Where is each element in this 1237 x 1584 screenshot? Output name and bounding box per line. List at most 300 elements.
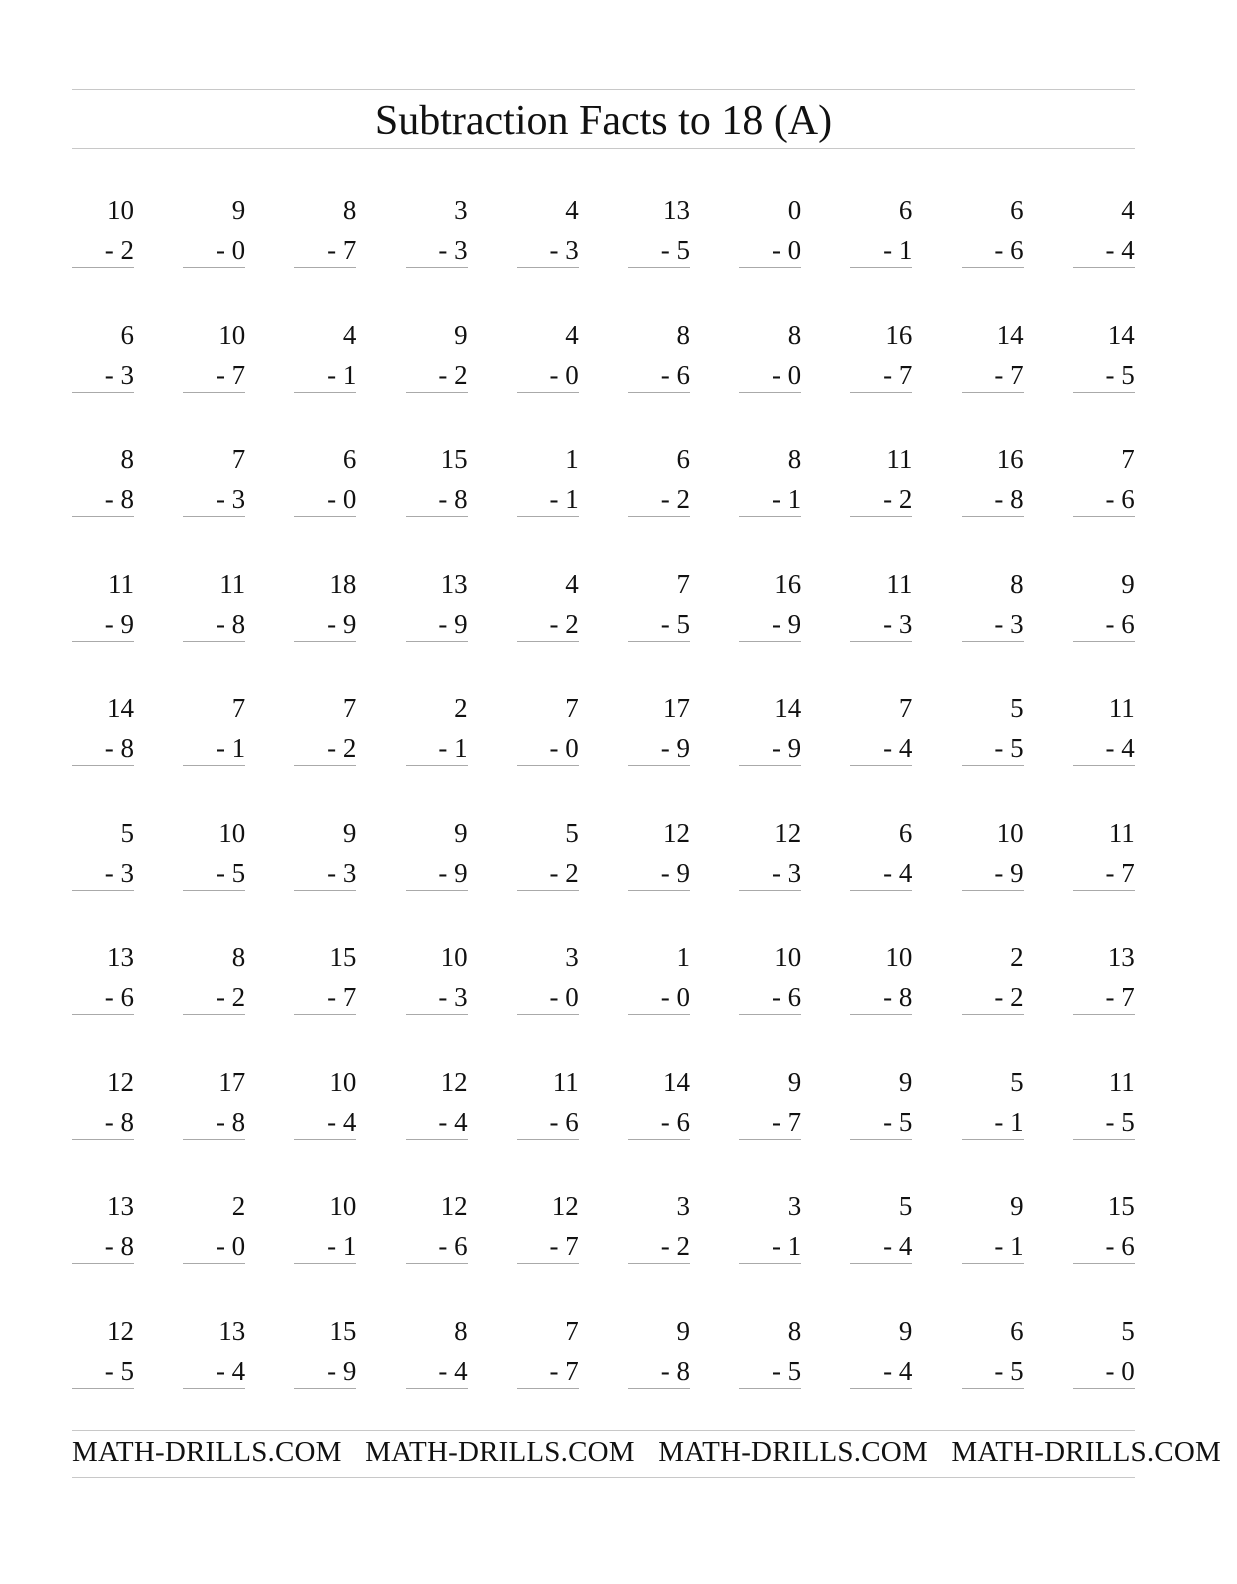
- minuend: 10: [440, 942, 468, 972]
- minuend: 6: [676, 444, 690, 474]
- minuend: 5: [898, 1191, 913, 1221]
- subtrahend: - 0: [771, 359, 802, 390]
- minuend: 13: [440, 568, 468, 599]
- answer-line: [294, 516, 356, 517]
- minuend: 12: [107, 1066, 134, 1097]
- minuend: 0: [787, 195, 802, 225]
- subtrahend: - 6: [1105, 1231, 1135, 1261]
- minuend: 8: [120, 444, 134, 474]
- subtrahend: - 9: [660, 733, 690, 763]
- subtrahend: - 8: [104, 1231, 134, 1261]
- subtrahend: - 2: [994, 982, 1024, 1012]
- answer-line: [183, 1263, 245, 1264]
- subtraction-problem: [850, 315, 912, 397]
- subtrahend: - 5: [1105, 359, 1135, 390]
- subtrahend: - 6: [438, 1231, 468, 1261]
- answer-line: [1073, 765, 1135, 766]
- answer-line: [628, 392, 690, 393]
- problem-row: [72, 315, 1135, 440]
- answer-line: [739, 1139, 801, 1140]
- subtrahend: - 1: [327, 1231, 357, 1261]
- subtraction-problem: [517, 1062, 579, 1144]
- minuend: 9: [231, 195, 246, 225]
- subtraction-problem: [294, 190, 356, 272]
- answer-line: [850, 641, 912, 642]
- minuend: 14: [1107, 319, 1135, 350]
- subtrahend: - 0: [327, 484, 357, 514]
- subtrahend: - 2: [549, 608, 579, 639]
- answer-line: [739, 1014, 801, 1015]
- subtrahend: - 2: [660, 484, 690, 514]
- answer-line: [739, 267, 801, 268]
- subtrahend: - 4: [438, 1106, 468, 1137]
- answer-line: [72, 641, 134, 642]
- subtrahend: - 0: [660, 982, 690, 1012]
- minuend: 4: [1121, 195, 1135, 225]
- minuend: 13: [218, 1315, 246, 1346]
- subtrahend: - 1: [994, 1231, 1024, 1261]
- answer-line: [628, 516, 690, 517]
- answer-line: [739, 890, 801, 891]
- problem-row: [72, 1186, 1135, 1311]
- minuend: 8: [231, 942, 246, 972]
- minuend: 9: [787, 1066, 802, 1097]
- answer-line: [406, 1139, 468, 1140]
- subtrahend: - 4: [883, 733, 913, 763]
- minuend: 4: [565, 195, 579, 225]
- minuend: 14: [996, 319, 1024, 350]
- minuend: 2: [1010, 942, 1024, 972]
- subtraction-problem: [517, 564, 579, 646]
- subtraction-problem: [294, 813, 356, 895]
- subtraction-problem: [739, 439, 801, 521]
- minuend: 14: [663, 1066, 690, 1097]
- subtrahend: - 2: [549, 857, 579, 888]
- subtrahend: - 9: [327, 1355, 357, 1386]
- minuend: 11: [552, 1066, 579, 1097]
- subtrahend: - 7: [883, 359, 913, 390]
- answer-line: [962, 765, 1024, 766]
- subtrahend: - 2: [104, 235, 134, 265]
- answer-line: [850, 1014, 912, 1015]
- minuend: 3: [454, 195, 468, 225]
- minuend: 4: [565, 568, 579, 599]
- minuend: 7: [565, 1315, 579, 1346]
- problem-row: [72, 813, 1135, 938]
- answer-line: [962, 516, 1024, 517]
- subtrahend: - 5: [660, 235, 690, 265]
- minuend: 15: [329, 942, 357, 972]
- subtrahend: - 4: [327, 1106, 357, 1137]
- answer-line: [517, 641, 579, 642]
- answer-line: [1073, 267, 1135, 268]
- subtrahend: - 2: [660, 1231, 690, 1261]
- minuend: 11: [108, 568, 134, 599]
- subtraction-problem: [850, 688, 912, 770]
- problem-row: [72, 1062, 1135, 1187]
- footer-bottom-rule: [72, 1477, 1135, 1478]
- answer-line: [183, 1014, 245, 1015]
- subtraction-problem: [183, 190, 245, 272]
- subtrahend: - 3: [438, 982, 468, 1012]
- subtraction-problem: [962, 688, 1024, 770]
- answer-line: [406, 641, 468, 642]
- subtrahend: - 3: [438, 235, 468, 265]
- minuend: 7: [342, 693, 357, 723]
- answer-line: [72, 1139, 134, 1140]
- subtraction-problem: [72, 315, 134, 397]
- answer-line: [406, 392, 468, 393]
- subtrahend: - 1: [883, 235, 913, 265]
- subtraction-problem: [294, 315, 356, 397]
- minuend: 5: [565, 817, 579, 848]
- subtrahend: - 7: [771, 1106, 802, 1137]
- title-top-rule: [72, 89, 1135, 90]
- answer-line: [850, 516, 912, 517]
- answer-line: [850, 765, 912, 766]
- minuend: 13: [1107, 942, 1135, 972]
- subtraction-problem: [72, 813, 134, 895]
- subtraction-problem: [72, 1062, 134, 1144]
- subtraction-problem: [628, 315, 690, 397]
- minuend: 6: [898, 817, 913, 848]
- subtraction-problem: [628, 1311, 690, 1393]
- answer-line: [406, 1014, 468, 1015]
- minuend: 8: [676, 319, 690, 350]
- subtrahend: - 5: [215, 857, 246, 888]
- subtraction-problem: [739, 813, 801, 895]
- subtrahend: - 0: [549, 982, 579, 1012]
- subtrahend: - 7: [549, 1231, 579, 1261]
- subtraction-problem: [72, 1311, 134, 1393]
- minuend: 9: [676, 1315, 690, 1346]
- minuend: 4: [565, 319, 579, 350]
- subtrahend: - 2: [215, 982, 246, 1012]
- answer-line: [850, 392, 912, 393]
- subtraction-problem: [1073, 1186, 1135, 1268]
- subtraction-problem: [1073, 1311, 1135, 1393]
- answer-line: [517, 765, 579, 766]
- minuend: 8: [1010, 568, 1024, 599]
- minuend: 12: [774, 817, 802, 848]
- problem-row: [72, 688, 1135, 813]
- subtraction-problem: [1073, 315, 1135, 397]
- problem-row: [72, 190, 1135, 315]
- minuend: 5: [1010, 1066, 1024, 1097]
- subtrahend: - 1: [549, 484, 579, 514]
- subtraction-problem: [739, 937, 801, 1019]
- minuend: 12: [663, 817, 690, 848]
- subtrahend: - 9: [104, 608, 134, 639]
- minuend: 7: [676, 568, 690, 599]
- subtrahend: - 3: [883, 608, 913, 639]
- footer-text: MATH-DRILLS.COM: [658, 1436, 928, 1468]
- minuend: 9: [454, 319, 468, 350]
- subtraction-problem: [517, 1311, 579, 1393]
- minuend: 1: [565, 444, 579, 474]
- minuend: 6: [342, 444, 357, 474]
- worksheet-page: [72, 0, 1221, 1584]
- answer-line: [72, 1014, 134, 1015]
- footer-text: MATH-DRILLS.COM: [951, 1436, 1221, 1468]
- answer-line: [183, 1139, 245, 1140]
- subtraction-problem: [406, 439, 468, 521]
- minuend: 8: [787, 319, 802, 350]
- answer-line: [183, 267, 245, 268]
- answer-line: [72, 765, 134, 766]
- subtraction-problem: [739, 564, 801, 646]
- subtraction-problem: [406, 813, 468, 895]
- answer-line: [294, 1263, 356, 1264]
- minuend: 16: [774, 568, 802, 599]
- minuend: 12: [440, 1191, 468, 1221]
- answer-line: [850, 1139, 912, 1140]
- minuend: 9: [898, 1066, 913, 1097]
- subtraction-problem: [72, 688, 134, 770]
- answer-line: [739, 516, 801, 517]
- subtrahend: - 1: [215, 733, 246, 763]
- subtrahend: - 3: [215, 484, 246, 514]
- subtraction-problem: [294, 1186, 356, 1268]
- subtrahend: - 5: [994, 733, 1024, 763]
- minuend: 3: [676, 1191, 690, 1221]
- minuend: 11: [1108, 693, 1135, 723]
- answer-line: [1073, 516, 1135, 517]
- subtrahend: - 7: [549, 1355, 579, 1386]
- subtraction-problem: [294, 688, 356, 770]
- subtrahend: - 3: [104, 359, 134, 390]
- minuend: 5: [1010, 693, 1024, 723]
- subtrahend: - 0: [771, 235, 802, 265]
- subtrahend: - 9: [327, 608, 357, 639]
- subtraction-problem: [628, 439, 690, 521]
- subtraction-problem: [183, 937, 245, 1019]
- minuend: 1: [676, 942, 690, 972]
- minuend: 10: [996, 817, 1024, 848]
- subtraction-problem: [850, 564, 912, 646]
- subtraction-problem: [72, 937, 134, 1019]
- subtraction-problem: [739, 315, 801, 397]
- answer-line: [183, 392, 245, 393]
- minuend: 10: [774, 942, 802, 972]
- subtraction-problem: [962, 564, 1024, 646]
- minuend: 16: [996, 444, 1024, 474]
- subtraction-problem: [517, 315, 579, 397]
- subtrahend: - 9: [771, 733, 802, 763]
- answer-line: [517, 392, 579, 393]
- minuend: 11: [1108, 817, 1135, 848]
- answer-line: [294, 1388, 356, 1389]
- subtraction-problem: [1073, 564, 1135, 646]
- answer-line: [739, 765, 801, 766]
- subtraction-problem: [294, 439, 356, 521]
- subtrahend: - 6: [660, 359, 690, 390]
- minuend: 10: [329, 1191, 357, 1221]
- subtraction-problem: [850, 439, 912, 521]
- answer-line: [294, 1014, 356, 1015]
- subtraction-problem: [294, 564, 356, 646]
- answer-line: [406, 516, 468, 517]
- subtrahend: - 8: [660, 1355, 690, 1386]
- answer-line: [1073, 392, 1135, 393]
- subtrahend: - 0: [215, 235, 246, 265]
- subtraction-problem: [628, 688, 690, 770]
- minuend: 10: [218, 817, 246, 848]
- subtraction-problem: [628, 813, 690, 895]
- footer-text: MATH-DRILLS.COM: [72, 1436, 342, 1468]
- answer-line: [72, 392, 134, 393]
- minuend: 13: [663, 195, 690, 225]
- subtrahend: - 9: [771, 608, 802, 639]
- subtraction-problem: [1073, 1062, 1135, 1144]
- minuend: 15: [329, 1315, 357, 1346]
- subtraction-problem: [962, 1186, 1024, 1268]
- subtraction-problem: [850, 190, 912, 272]
- answer-line: [962, 1263, 1024, 1264]
- subtrahend: - 6: [1105, 608, 1135, 639]
- subtraction-problem: [517, 1186, 579, 1268]
- subtrahend: - 2: [438, 359, 468, 390]
- subtrahend: - 7: [327, 982, 357, 1012]
- subtrahend: - 8: [215, 1106, 246, 1137]
- answer-line: [850, 890, 912, 891]
- answer-line: [183, 765, 245, 766]
- answer-line: [72, 267, 134, 268]
- answer-line: [406, 1388, 468, 1389]
- subtraction-problem: [962, 813, 1024, 895]
- answer-line: [850, 1388, 912, 1389]
- answer-line: [628, 1388, 690, 1389]
- answer-line: [406, 1263, 468, 1264]
- subtraction-problem: [517, 688, 579, 770]
- subtraction-problem: [962, 1062, 1024, 1144]
- footer-top-rule: [72, 1430, 1135, 1431]
- minuend: 11: [886, 568, 913, 599]
- minuend: 6: [120, 319, 134, 350]
- minuend: 5: [120, 817, 134, 848]
- subtrahend: - 8: [215, 608, 246, 639]
- minuend: 11: [1108, 1066, 1135, 1097]
- subtrahend: - 9: [438, 608, 468, 639]
- answer-line: [628, 641, 690, 642]
- subtrahend: - 6: [104, 982, 134, 1012]
- subtraction-problem: [739, 688, 801, 770]
- minuend: 11: [886, 444, 913, 474]
- subtraction-problem: [406, 190, 468, 272]
- subtraction-problem: [1073, 813, 1135, 895]
- minuend: 12: [107, 1315, 134, 1346]
- minuend: 3: [787, 1191, 802, 1221]
- answer-line: [517, 1388, 579, 1389]
- page-title: Subtraction Facts to 18 (A): [374, 98, 833, 144]
- minuend: 9: [454, 817, 468, 848]
- subtrahend: - 5: [660, 608, 690, 639]
- answer-line: [1073, 1263, 1135, 1264]
- answer-line: [183, 890, 245, 891]
- subtrahend: - 1: [327, 359, 357, 390]
- answer-line: [294, 890, 356, 891]
- subtraction-problem: [517, 439, 579, 521]
- subtraction-problem: [294, 937, 356, 1019]
- minuend: 7: [898, 693, 913, 723]
- subtrahend: - 0: [215, 1231, 246, 1261]
- subtrahend: - 7: [327, 235, 357, 265]
- minuend: 6: [1010, 1315, 1024, 1346]
- subtraction-problem: [850, 937, 912, 1019]
- minuend: 9: [1121, 568, 1135, 599]
- subtraction-problem: [406, 1311, 468, 1393]
- subtraction-problem: [628, 564, 690, 646]
- subtraction-problem: [183, 813, 245, 895]
- answer-line: [72, 890, 134, 891]
- subtraction-problem: [183, 1062, 245, 1144]
- answer-line: [1073, 641, 1135, 642]
- minuend: 15: [1107, 1191, 1135, 1221]
- minuend: 10: [329, 1066, 357, 1097]
- answer-line: [517, 1139, 579, 1140]
- answer-line: [294, 267, 356, 268]
- subtrahend: - 8: [104, 484, 134, 514]
- subtraction-problem: [406, 1186, 468, 1268]
- subtrahend: - 6: [994, 235, 1024, 265]
- answer-line: [962, 267, 1024, 268]
- subtrahend: - 4: [1105, 235, 1135, 265]
- subtraction-problem: [1073, 439, 1135, 521]
- answer-line: [962, 1014, 1024, 1015]
- subtrahend: - 9: [660, 857, 690, 888]
- subtraction-problem: [850, 1311, 912, 1393]
- answer-line: [406, 765, 468, 766]
- subtraction-problem: [183, 564, 245, 646]
- minuend: 16: [885, 319, 913, 350]
- minuend: 11: [219, 568, 246, 599]
- subtrahend: - 8: [104, 733, 134, 763]
- answer-line: [739, 641, 801, 642]
- title-bottom-rule: [72, 148, 1135, 149]
- subtrahend: - 3: [549, 235, 579, 265]
- minuend: 14: [107, 693, 134, 723]
- subtraction-problem: [850, 813, 912, 895]
- minuend: 17: [663, 693, 690, 723]
- subtrahend: - 7: [1105, 857, 1135, 888]
- subtraction-problem: [294, 1311, 356, 1393]
- answer-line: [962, 1139, 1024, 1140]
- subtraction-problem: [962, 190, 1024, 272]
- subtrahend: - 5: [994, 1355, 1024, 1386]
- subtraction-problem: [628, 1062, 690, 1144]
- answer-line: [517, 1014, 579, 1015]
- minuend: 8: [787, 444, 802, 474]
- subtraction-problem: [1073, 190, 1135, 272]
- subtrahend: - 1: [771, 1231, 802, 1261]
- answer-line: [962, 890, 1024, 891]
- footer-watermark: [72, 1432, 1221, 1472]
- answer-line: [294, 1139, 356, 1140]
- subtraction-problem: [628, 1186, 690, 1268]
- subtrahend: - 7: [994, 359, 1024, 390]
- subtrahend: - 7: [1105, 982, 1135, 1012]
- subtrahend: - 4: [438, 1355, 468, 1386]
- subtrahend: - 4: [883, 1355, 913, 1386]
- answer-line: [517, 890, 579, 891]
- minuend: 9: [1010, 1191, 1024, 1221]
- subtraction-problem: [406, 688, 468, 770]
- minuend: 7: [231, 444, 246, 474]
- subtrahend: - 8: [104, 1106, 134, 1137]
- answer-line: [517, 516, 579, 517]
- subtraction-problem: [850, 1062, 912, 1144]
- minuend: 14: [774, 693, 802, 723]
